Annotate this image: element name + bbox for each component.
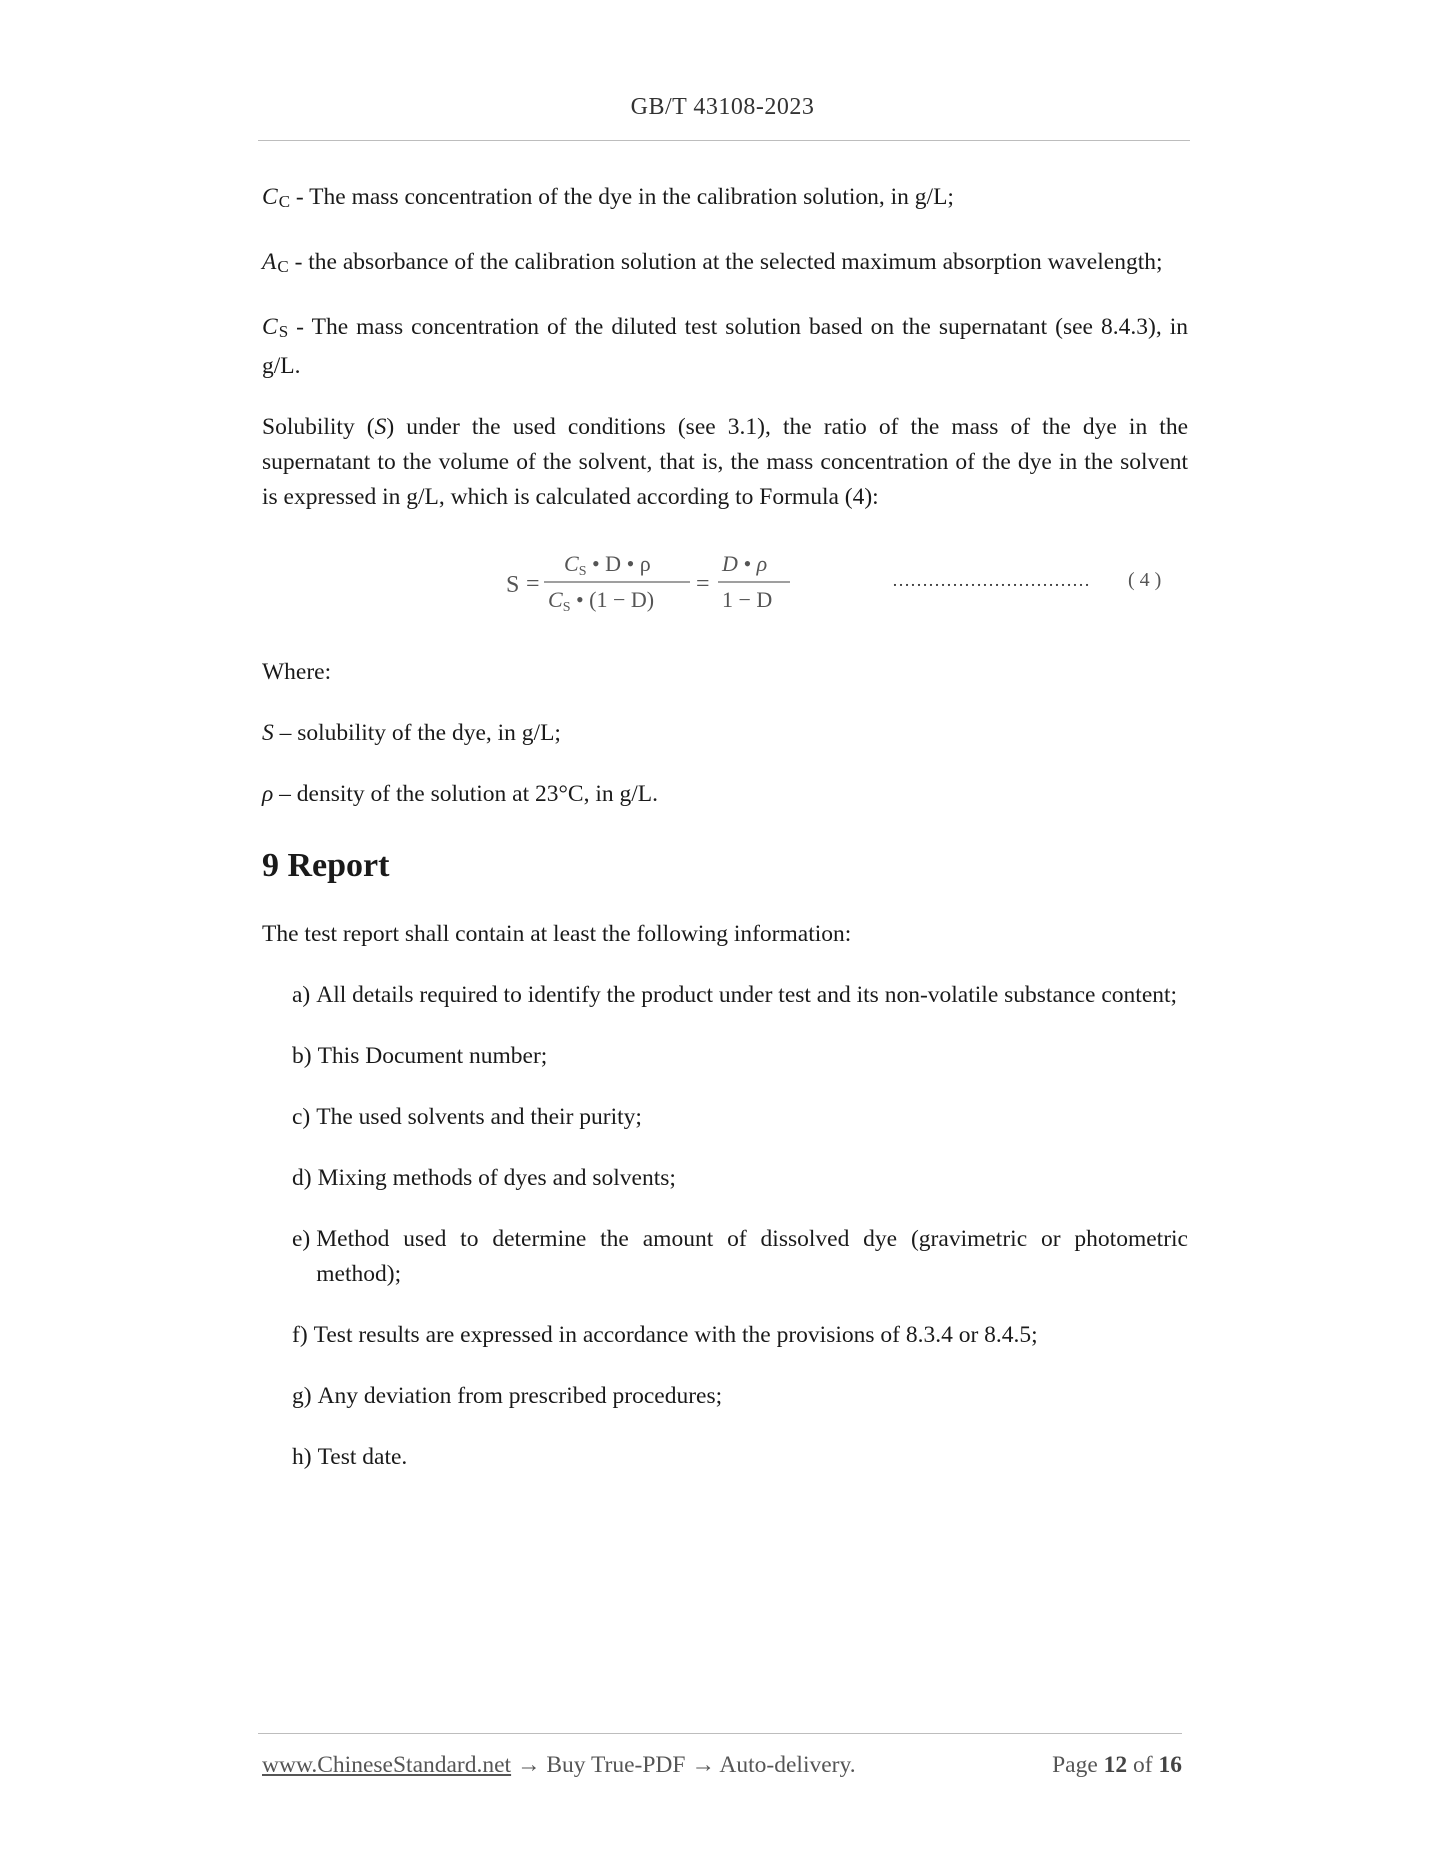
list-marker: d) [292,1165,312,1191]
formula-equals-2: = [696,571,710,597]
section-intro: The test report shall contain at least the following information: [262,921,852,947]
list-marker: f) [292,1322,308,1348]
formula-lhs: S [506,572,520,598]
footer-divider [258,1733,1182,1734]
formula-4 [262,541,1188,619]
solubility-paragraph [262,410,1188,515]
list-marker: b) [292,1043,312,1069]
page-of: of [1133,1752,1153,1778]
formula-leader: …………………………… [892,570,1090,590]
page-current: 12 [1103,1752,1128,1778]
page-footer [262,1752,1182,1779]
list-item [292,1318,1188,1353]
fraction2-numerator: D • ρ [722,551,768,576]
definition-text: - The mass concentration of the dye in the calibration solution, in g/L; [290,184,954,210]
list-text: Method used to determine the amount of dissolved dye (gravimetric or photometric method); [316,1226,1188,1287]
list-marker: a) [292,982,311,1008]
section-heading: 9 Report [262,847,390,884]
page-number [1052,1752,1182,1779]
list-text: All details required to identify the product under test and its non-volatile substance content; [316,982,1178,1008]
symbol: C [262,184,278,210]
list-text: Any deviation from prescribed procedures; [317,1383,723,1409]
list-marker: g) [292,1383,312,1409]
symbol: A [262,249,277,275]
definition-cc [262,180,1188,219]
fraction1-numerator: CS • D • ρ [564,551,651,579]
definition-cs [262,310,1188,384]
list-item [292,1222,1188,1292]
text-run: ) under the used conditions (see 3.1), the ratio of the mass of the dye in the supernatant to the volume of the solvent, that is, the mass concentration of the dye in the solvent is expressed in g/L, which is calculated according to Formula (4): [262,414,1189,510]
arrow-icon: → [685,1752,720,1778]
list-item [292,1440,1188,1475]
list-text: Mixing methods of dyes and solvents; [317,1165,676,1191]
definition-text: - the absorbance of the calibration solution at the selected maximum absorption wavelength; [288,249,1163,275]
symbol: S [374,414,387,440]
list-item [292,978,1188,1013]
header-divider [258,140,1190,141]
list-text: This Document number; [317,1043,548,1069]
formula-graphic [262,541,1188,619]
subscript: C [277,257,289,276]
page-label: Page [1052,1752,1098,1778]
page-content [262,180,1188,1501]
report-list [292,978,1188,1475]
fraction2-denominator: 1 − D [722,587,773,612]
list-item [292,1039,1188,1074]
arrow-icon: → [511,1752,547,1778]
list-marker: e) [292,1226,311,1252]
definition-text: - The mass concentration of the diluted test solution based on the supernatant (see 8.4.3), in g/L. [262,314,1188,379]
symbol: S [262,720,274,746]
subscript: S [278,322,289,341]
list-marker: c) [292,1104,311,1130]
subscript: C [278,192,291,211]
symbol: ρ [262,781,274,807]
list-item [292,1379,1188,1414]
where-label: Where: [262,659,332,685]
list-item [292,1161,1188,1196]
delivery-text: Auto-delivery. [719,1752,856,1778]
list-text: The used solvents and their purity; [316,1104,642,1130]
definition-text: – density of the solution at 23°C, in g/L. [273,781,659,807]
definition-text: – solubility of the dye, in g/L; [273,720,561,746]
formula-equals-1: = [526,571,540,597]
formula-number: ( 4 ) [1128,569,1162,591]
fraction1-denominator: CS • (1 − D) [548,587,655,615]
definition-ac [262,245,1188,284]
definition-rho [262,777,1188,812]
footer-links [262,1752,856,1779]
definition-s [262,716,1188,751]
buy-pdf-text: Buy True-PDF [546,1752,686,1778]
text-run: Solubility ( [262,414,375,440]
list-item [292,1100,1188,1135]
website-link[interactable]: www.ChineseStandard.net [262,1752,512,1778]
list-text: Test date. [317,1444,408,1470]
symbol: C [262,314,278,340]
page-total: 16 [1158,1752,1182,1778]
page-header: GB/T 43108-2023 [630,94,815,120]
list-text: Test results are expressed in accordance with the provisions of 8.3.4 or 8.4.5; [313,1322,1038,1348]
list-marker: h) [292,1444,312,1470]
